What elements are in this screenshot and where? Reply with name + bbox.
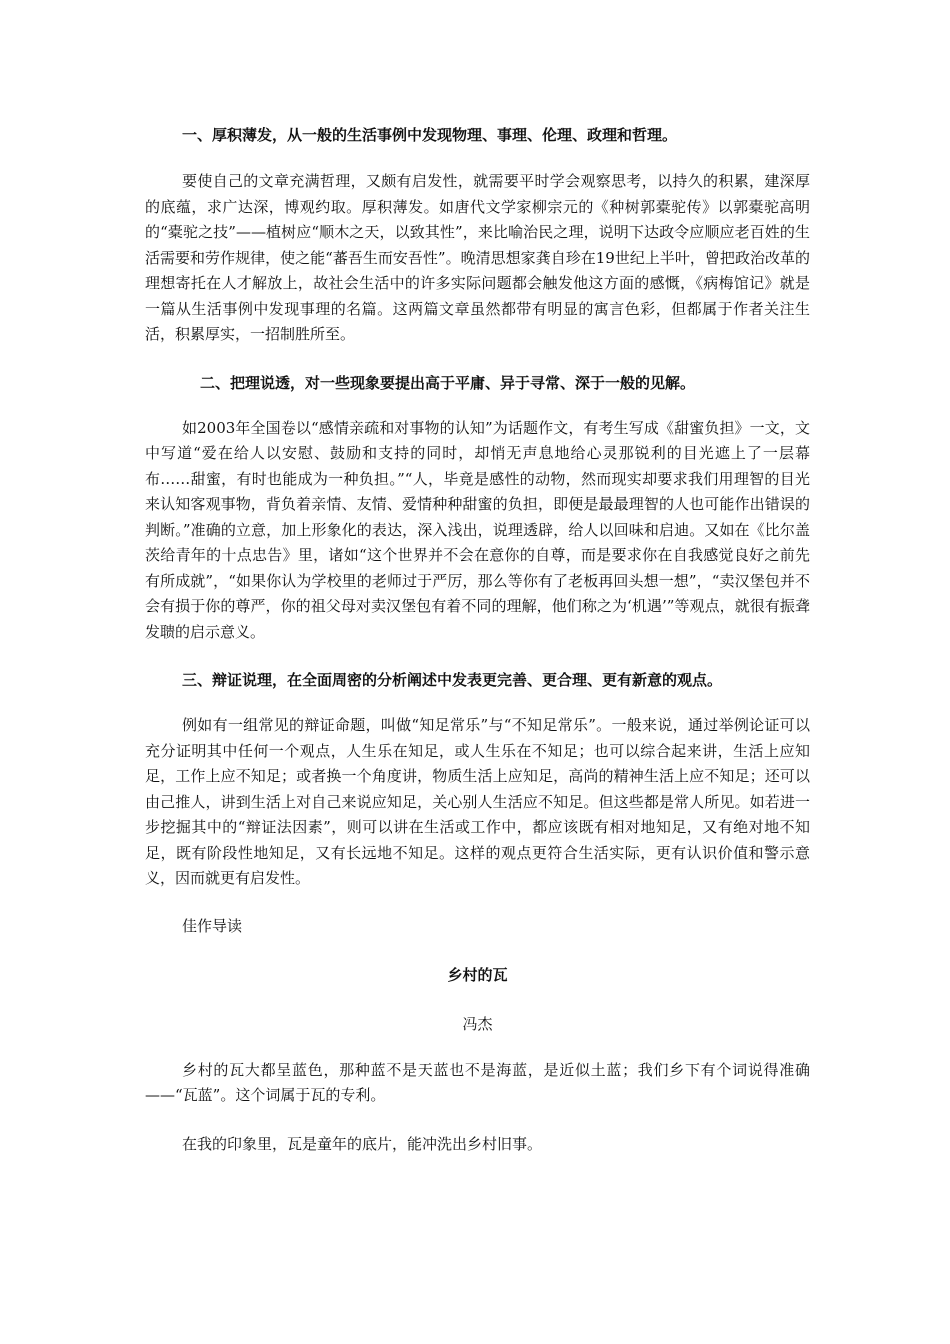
section-heading-2: 二、把理说透，对一些现象要提出高于平庸、异于寻常、深于一般的见解。 [200, 373, 696, 392]
article-author: 冯杰 [462, 1014, 493, 1033]
article-paragraph-2: 在我的印象里，瓦是童年的底片，能冲洗出乡村旧事。 [182, 1134, 543, 1153]
article-title: 乡村的瓦 [447, 965, 508, 984]
section-heading-1: 一、厚积薄发，从一般的生活事例中发现物理、事理、伦理、政理和哲理。 [182, 126, 678, 144]
document-page [145, 122, 810, 1157]
section-body-3: 例如有一组常见的辩证命题，叫做“知足常乐”与“不知足常乐”。一般来说，通过举例论证可以充分证明其中任何一个观点，人生乐在知足，或人生乐在不知足；也可以综合起来讲，生活上应知足，工作上应不知足；或者换一个角度讲，物质生活上应知足，高尚的精神生活上应不知足；还可以由己推人，讲到生活上对自己来说应知足，关心别人生活应不知足。但这些都是常人所见。如若进一步挖掘其中的“辩证法因素”，则可以讲在生活或工作中，都应该既有相对地知足，又有绝对地不知足，既有阶段性地知足，又有长远地不知足。这样的观点更符合生活实际，更有认识价值和警示意义，因而就更有启发性。 [145, 716, 810, 887]
section-heading-3: 三、辩证说理，在全面周密的分析阐述中发表更完善、更合理、更有新意的观点。 [182, 671, 723, 689]
reading-label: 佳作导读 [182, 916, 243, 935]
article-paragraph-1: 乡村的瓦大都呈蓝色，那种蓝不是天蓝也不是海蓝，是近似土蓝；我们乡下有个词说得准确——“瓦蓝”。这个词属于瓦的专利。 [145, 1060, 810, 1104]
section-body-1: 要使自己的文章充满哲理，又颇有启发性，就需要平时学会观察思考，以持久的积累，建深厚的底蕴，求广达深，博观约取。厚积薄发。如唐代文学家柳宗元的《种树郭橐驼传》以郭橐驼高明的“橐驼之技”——植树应“顺木之天，以致其性”，来比喻治民之理，说明下达政令应顺应老百姓的生活需要和劳作规律，使之能“蕃吾生而安吾性”。晚清思想家龚自珍在19世纪上半叶，曾把政治改革的理想寄托在人才解放上，故社会生活中的许多实际问题都会触发他这方面的感慨，《病梅馆记》就是一篇从生活事例中发现事理的名篇。这两篇文章虽然都带有明显的寓言色彩，但都属于作者关注生活，积累厚实，一招制胜所至。 [145, 172, 810, 343]
section-body-2: 如2003年全国卷以“感情亲疏和对事物的认知”为话题作文，有考生写成《甜蜜负担》一文，文中写道“爱在给人以安慰、鼓励和支持的同时，却悄无声息地给心灵那锐利的目光遮上了一层幕布……甜蜜，有时也能成为一种负担。”“人，毕竟是感性的动物，然而现实却要求我们用理智的目光来认知客观事物，背负着亲情、友情、爱情种种甜蜜的负担，即便是最最理智的人也可能作出错误的判断。”准确的立意，加上形象化的表达，深入浅出，说理透辟，给人以回味和启迪。又如在《比尔盖茨给青年的十点忠告》里，诸如“这个世界并不会在意你的自尊，而是要求你在自我感觉良好之前先有所成就”，“如果你认为学校里的老师过于严厉，那么等你有了老板再回头想一想”，“卖汉堡包并不会有损于你的尊严，你的祖父母对卖汉堡包有着不同的理解，他们称之为‘机遇’”等观点，就很有振聋发聩的启示意义。 [145, 418, 810, 641]
